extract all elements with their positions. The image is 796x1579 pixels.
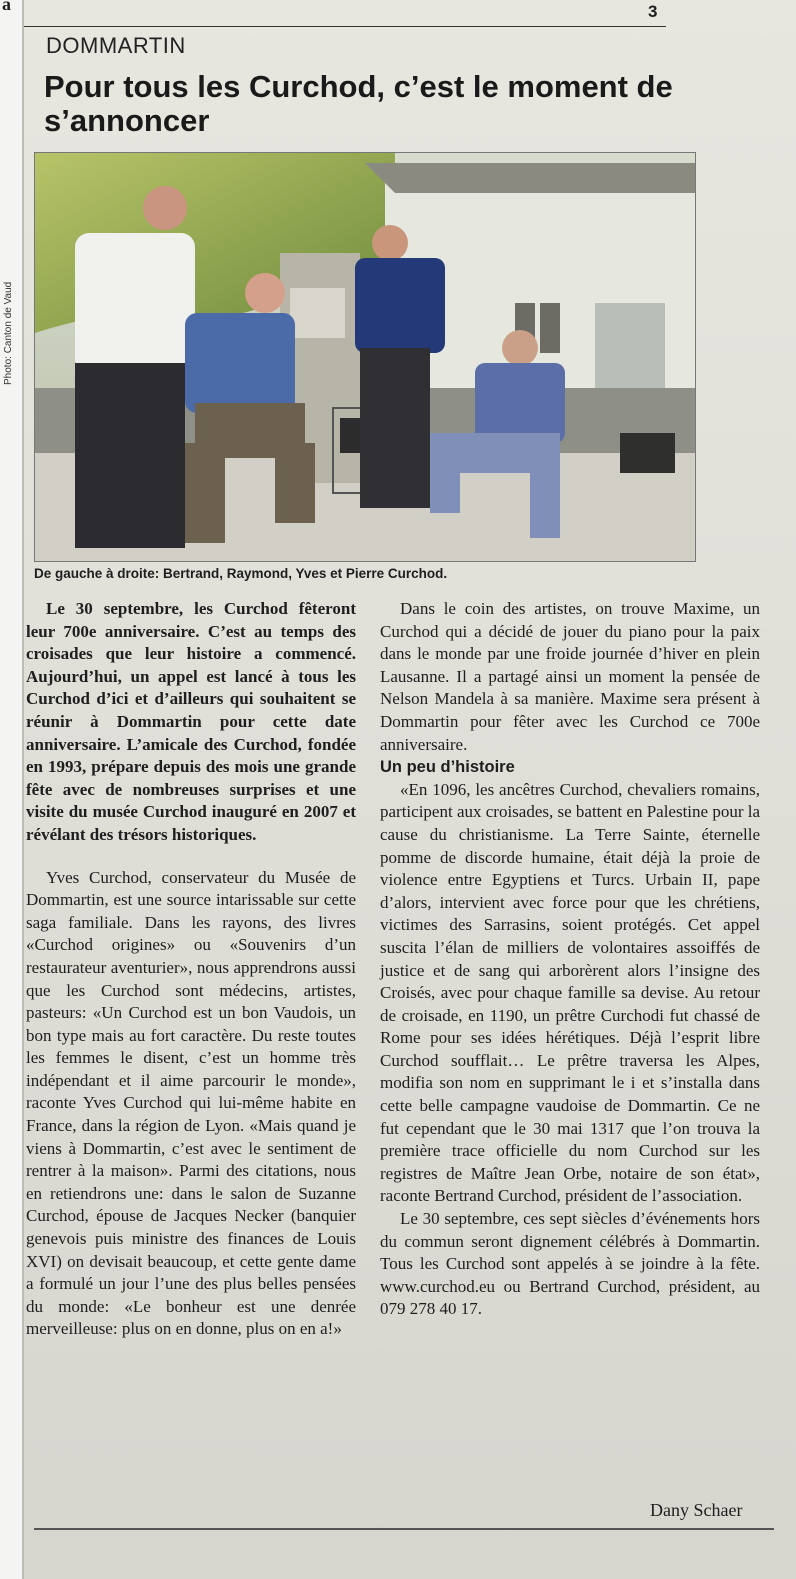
- page-fragment: a: [2, 0, 11, 14]
- article-paragraph: «En 1096, les ancêtres Curchod, chevaliers romains, participent aux croisades, se battent en Palestine pour la cause du christianisme. La Terre Sainte, éternelle pomme de discorde humaine, était déjà la proie de violence entre Egyptiens et Turcs. Urbain II, pape d’alors, intervient avec force pour que les chrétiens, victimes des Sarrasins, soient protégés. Cet appel suscita l’élan de milliers de volontaires assoiffés de justice et de sang qui arborèrent alors l’insigne des Croisés, avec pour chaque famille sa devise. Au retour de croisade, en 1190, un prêtre Curchodi fut chassé de Rome pour ses idées hérétiques. Déjà l’esprit libre Curchod soufflait… Le prêtre traversa les Alpes, modifia son nom en supprimant le i et s’installa dans cette belle campagne vaudoise de Dommartin. Ce ne fut cependant que le 30 mai 1317 que l’on trouva la première trace officielle du nom Curchod sur les registres de Maître Jean Orbe, notaire de son état», raconte Bertrand Curchod, président de l’association.: [380, 779, 761, 1206]
- article-paragraph: Dans le coin des artistes, on trouve Maxime, un Curchod qui a décidé de jouer du piano pour la paix dans le monde par une froide journée d’hiver en plein Lausanne. Il a partagé ainsi un moment la pensée de Nelson Mandela à sa manière. Maxime sera présent à Dommartin pour fêter avec les Curchod ce 700e anniversaire.: [380, 599, 760, 754]
- article-subhead: Un peu d’histoire: [380, 758, 515, 777]
- location-kicker: DOMMARTIN: [46, 33, 186, 58]
- author-signature: Dany Schaer: [650, 1500, 743, 1520]
- article-column-right: [380, 598, 760, 1321]
- headline: Pour tous les Curchod, c’est le moment de s’annoncer: [44, 69, 673, 138]
- top-rule: [24, 26, 666, 27]
- article-paragraph: Le 30 septembre, ces sept siècles d’événements hors du commun seront dignement célébrés à Dommartin. Tous les Curchod sont appelés à se joindre à la fête. www.curchod.eu ou Bertrand Curchod, président, au 079 278 40 17.: [380, 1209, 760, 1319]
- photo-credit: Photo: Canton de Vaud: [3, 281, 14, 385]
- group-photo-illustration: [35, 153, 695, 561]
- adjacent-page-edge: [0, 0, 24, 1579]
- article-photo: [34, 152, 696, 562]
- article-lead: Le 30 septembre, les Curchod fêteront leur 700e anniversaire. C’est au temps des croisades que leur histoire a commencé. Aujourd’hui, un appel est lancé à tous les Curchod d’ici et d’ailleurs qui souhaitent se réunir à Dommartin pour cette date anniversaire. L’amicale des Curchod, fondée en 1993, prépare depuis des mois une grande fête avec de nombreuses surprises et une visite du musée Curchod inauguré en 2007 et révélant des trésors historiques.: [26, 599, 356, 844]
- article-column-left: [26, 598, 356, 1341]
- page-number: 3: [648, 2, 658, 21]
- paragraph-gap: [26, 847, 356, 867]
- bottom-rule: [34, 1528, 774, 1530]
- photo-caption: De gauche à droite: Bertrand, Raymond, Yves et Pierre Curchod.: [34, 566, 448, 581]
- article-paragraph: Yves Curchod, conservateur du Musée de Dommartin, est une source intarissable sur cette saga familiale. Dans les rayons, des livres «Curchod origines» ou «Souvenirs d’un restaurateur aventurier», nous apprendrons aussi que les Curchod sont médecins, artistes, pasteurs: «Un Curchod est un bon Vaudois, un bon type mais au fort caractère. Du reste toutes les femmes le disent, c’est un homme très indépendant et il aime parcourir le monde», raconte Yves Curchod qui lui-même habite en France, dans la région de Lyon. «Mais quand je viens à Dommartin, c’est avec le sentiment de rentrer à la maison». Parmi des citations, nous en retiendrons une: dans le salon de Suzanne Curchod, épouse de Jacques Necker (banquier genevois puis ministre des finances de Louis XVI) on devisait beaucoup, et cette gente dame a formulé un jour l’une des plus belles pensées du monde: «Le bonheur est une denrée merveilleuse: plus on en donne, plus on en a!»: [26, 867, 356, 1339]
